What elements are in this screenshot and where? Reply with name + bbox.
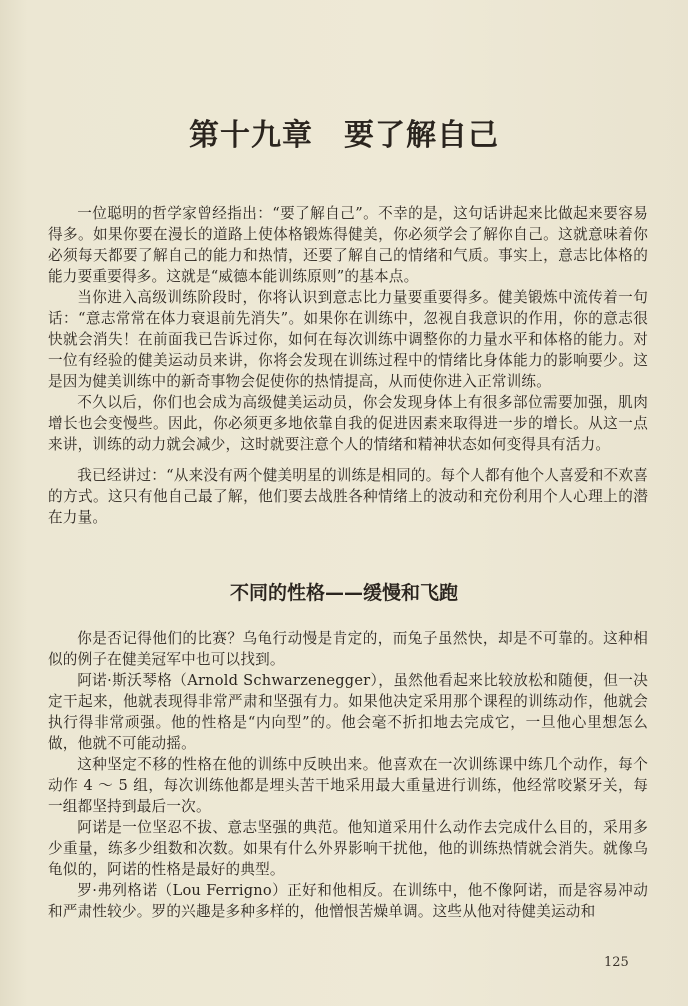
- section-title: 不同的性格——缓慢和飞跑: [229, 582, 458, 604]
- paragraph: 一位聪明的哲学家曾经指出：“要了解自己”。不幸的是，这句话讲起来比做起来要容易得多。如果你要在漫长的道路上使体格锻炼得健美，你必须学会了解你自己。这就意味着你必须每天都要了解自己的能力和热情，还要了解自己的情绪和气质。事实上，意志比体格的能力要重要得多。这就是“威德本能训练原则”的基本点。: [48, 205, 648, 285]
- paragraph: 罗·弗列格诺（Lou Ferrigno）正好和他相反。在训练中，他不像阿诺，而是容易冲动和严肃性较少。罗的兴趣是多种多样的，他憎恨苦燥单调。这些从他对待健美运动和: [48, 882, 648, 920]
- paragraph: 我已经讲过：“从来没有两个健美明星的训练是相同的。每个人都有他个人喜爱和不欢喜的方式。这只有他自己最了解，他们要去战胜各种情绪上的波动和充份利用个人心理上的潜在力量。: [48, 467, 648, 526]
- section-body: [48, 628, 648, 922]
- page-number: 125: [604, 955, 629, 970]
- paragraph: 不久以后，你们也会成为高级健美运动员，你会发现身体上有很多部位需要加强，肌肉增长也会变慢些。因此，你必须更多地依靠自我的促进因素来取得进一步的增长。从这一点来讲，训练的动力就会减少，这时就要注意个人的情绪和精神状态如何变得具有活力。: [48, 394, 648, 453]
- intro-body: [48, 203, 648, 528]
- paragraph: 你是否记得他们的比赛？乌龟行动慢是肯定的，而兔子虽然快，却是不可靠的。这种相似的例子在健美冠军中也可以找到。: [48, 630, 648, 668]
- paragraph: 当你进入高级训练阶段时，你将认识到意志比力量要重要得多。健美锻炼中流传着一句话：“意志常常在体力衰退前先消失”。如果你在训练中，忽视自我意识的作用，你的意志很快就会消失！在前面我已告诉过你，如何在每次训练中调整你的力量水平和体格的能力。对一位有经验的健美运动员来讲，你将会发现在训练过程中的情绪比身体能力的影响要少。这是因为健美训练中的新奇事物会促使你的热情提高，从而使你进入正常训练。: [48, 289, 648, 390]
- paragraph: 阿诺·斯沃琴格（Arnold Schwarzenegger），虽然他看起来比较放松和随便，但一决定干起来，他就表现得非常严肃和坚强有力。如果他决定采用那个课程的训练动作，他就会执行得非常顽强。他的性格是“内向型”的。他会毫不折扣地去完成它，一旦他心里想怎么做，他就不可能动摇。: [48, 672, 648, 752]
- chapter-title: 第十九章 要了解自己: [189, 118, 499, 153]
- paragraph: 这种坚定不移的性格在他的训练中反映出来。他喜欢在一次训练课中练几个动作，每个动作 4 ～ 5 组，每次训练他都是埋头苦干地采用最大重量进行训练，他经常咬紧牙关，每一组都坚持到最后一次。: [48, 756, 648, 815]
- paragraph: 阿诺是一位坚忍不拔、意志坚强的典范。他知道采用什么动作去完成什么目的，采用多少重量，练多少组数和次数。如果有什么外界影响干扰他，他的训练热情就会消失。就像乌龟似的，阿诺的性格是最好的典型。: [48, 819, 648, 878]
